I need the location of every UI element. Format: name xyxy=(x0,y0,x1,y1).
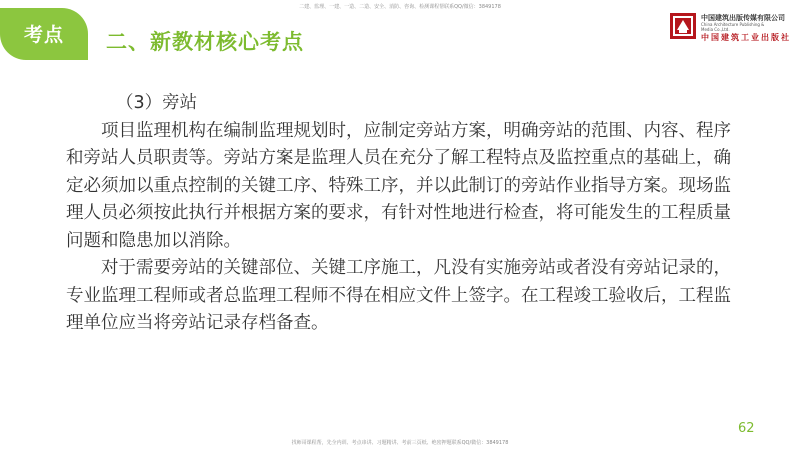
section-badge-label: 考点 xyxy=(23,24,64,46)
publisher-name-calligraphy: 中国建筑工业出版社 xyxy=(701,32,791,42)
page-number: 62 xyxy=(738,421,755,436)
subheading: （3）旁站 xyxy=(116,93,198,113)
publisher-logo-icon xyxy=(669,12,697,40)
paragraph-2: 对于需要旁站的关键部位、关键工序施工，凡没有实施旁站或者没有旁站记录的，专业监理工程师或者总监理工程师不得在相应文件上签字。在工程竣工验收后，工程监理单位应当将旁站记录存档备查。 xyxy=(66,258,731,333)
section-title: 二、新教材核心考点 xyxy=(106,30,304,54)
bottom-watermark: 找师哥课程帮，先全内训、考点串讲、习题精讲、考前三页纸、绝密押题联系QQ/微信：3849178 xyxy=(291,440,509,446)
publisher-name-en: China Architecture Publishing & Media Co.,Ltd. xyxy=(701,22,765,32)
publisher-logo-block xyxy=(669,12,795,42)
top-watermark: 二建、监理、一建、一造、二造、安全、消防、咨询、检测课程帮联系QQ/微信：3849178 xyxy=(299,4,501,10)
publisher-name-cn: 中国建筑出版传媒有限公司 xyxy=(701,14,785,22)
content-body xyxy=(66,90,736,338)
paragraph-1: 项目监理机构在编制监理规划时，应制定旁站方案，明确旁站的范围、内容、程序和旁站人员职责等。旁站方案是监理人员在充分了解工程特点及监控重点的基础上，确定必须加以重点控制的关键工序、特殊工序，并以此制订的旁站作业指导方案。现场监理人员必须按此执行并根据方案的要求，有针对性地进行检查，将可能发生的工程质量问题和隐患加以消除。 xyxy=(66,120,731,251)
